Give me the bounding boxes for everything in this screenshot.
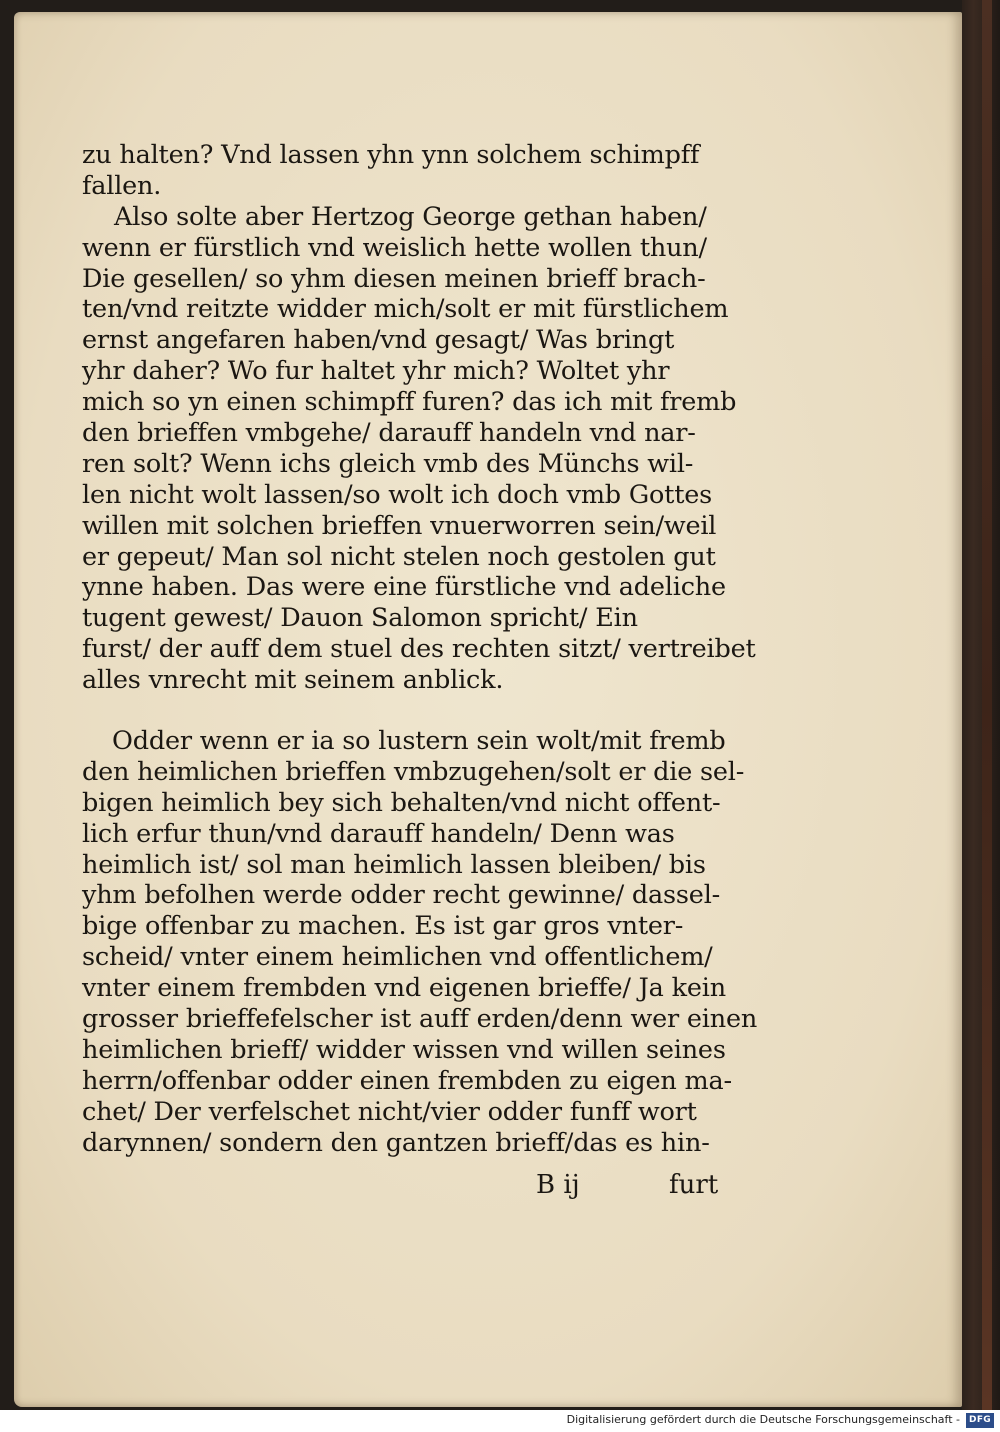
text-line: er gepeut/ Man sol nicht stelen noch gestolen gut [82, 541, 716, 572]
footer-bar [0, 1410, 1000, 1432]
paragraph-gap [82, 696, 752, 726]
text-line: bigen heimlich bey sich behalten/vnd nicht offent- [82, 787, 721, 818]
text-line: len nicht wolt lassen/so wolt ich doch vmb Gottes [82, 479, 713, 510]
text-line: ren solt? Wenn ichs gleich vmb des Münchs wil- [82, 448, 694, 479]
text-line: herrn/offenbar odder einen frembden zu eigen ma- [82, 1065, 732, 1096]
paragraph-start-line: Also solte aber Hertzog George gethan haben/ [114, 201, 707, 232]
text-line: ten/vnd reitzte widder mich/solt er mit fürstlichem [82, 294, 729, 325]
text-line: bige offenbar zu machen. Es ist gar gros vnter- [82, 911, 684, 942]
text-line: Die gesellen/ so yhm diesen meinen brieff brach- [82, 263, 706, 294]
text-line: willen mit solchen brieffen vnuerworren sein/weil [82, 510, 717, 541]
book-spine [962, 0, 1000, 1410]
text-line: tugent gewest/ Dauon Salomon spricht/ Ein [82, 603, 638, 634]
book-page [14, 12, 962, 1407]
paragraph-start-line: Odder wenn er ia so lustern sein wolt/mit fremb [112, 726, 726, 757]
text-line: zu halten? Vnd lassen yhn ynn solchem schimpff [82, 140, 700, 170]
text-line: mich so yn einen schimpff furen? das ich mit fremb [82, 387, 737, 418]
text-line: yhr daher? Wo fur haltet yhr mich? Woltet yhr [82, 356, 670, 387]
text-line: wenn er fürstlich vnd weislich hette wollen thun/ [82, 232, 707, 263]
page-text [82, 140, 758, 1159]
text-line: den heimlichen brieffen vmbzugehen/solt er die sel- [82, 756, 745, 787]
text-line: vnter einem frembden vnd eigenen brieffe/ Ja kein [82, 973, 726, 1004]
text-line: furst/ der auff dem stuel des rechten sitzt/ vertreibet [82, 634, 756, 665]
text-line: ynne haben. Das were eine fürstliche vnd adeliche [82, 572, 726, 603]
text-line: alles vnrecht mit seinem anblick. [82, 665, 504, 696]
signature-mark: B ij [536, 1170, 580, 1200]
text-line: darynnen/ sondern den gantzen brieff/das es hin- [82, 1127, 710, 1158]
funding-credit: Digitalisierung gefördert durch die Deutsche Forschungsgemeinschaft - [566, 1413, 960, 1426]
dfg-logo-icon: DFG [966, 1413, 994, 1428]
text-line: fallen. [82, 170, 162, 201]
text-line: den brieffen vmbgehe/ darauff handeln vnd nar- [82, 418, 696, 449]
text-line: lich erfur thun/vnd darauff handeln/ Denn was [82, 818, 675, 849]
text-line: scheid/ vnter einem heimlichen vnd offentlichem/ [82, 942, 713, 973]
text-line: grosser brieffefelscher ist auff erden/denn wer einen [82, 1004, 758, 1035]
spine-strip [982, 0, 992, 1410]
text-line: chet/ Der verfelschet nicht/vier odder funff wort [82, 1096, 697, 1127]
text-line: heimlich ist/ sol man heimlich lassen bleiben/ bis [82, 849, 706, 880]
text-line: heimlichen brieff/ widder wissen vnd willen seines [82, 1034, 726, 1065]
text-line: yhm befolhen werde odder recht gewinne/ dassel- [82, 880, 721, 911]
text-line: ernst angefaren haben/vnd gesagt/ Was bringt [82, 325, 675, 356]
catchword: furt [669, 1170, 719, 1200]
